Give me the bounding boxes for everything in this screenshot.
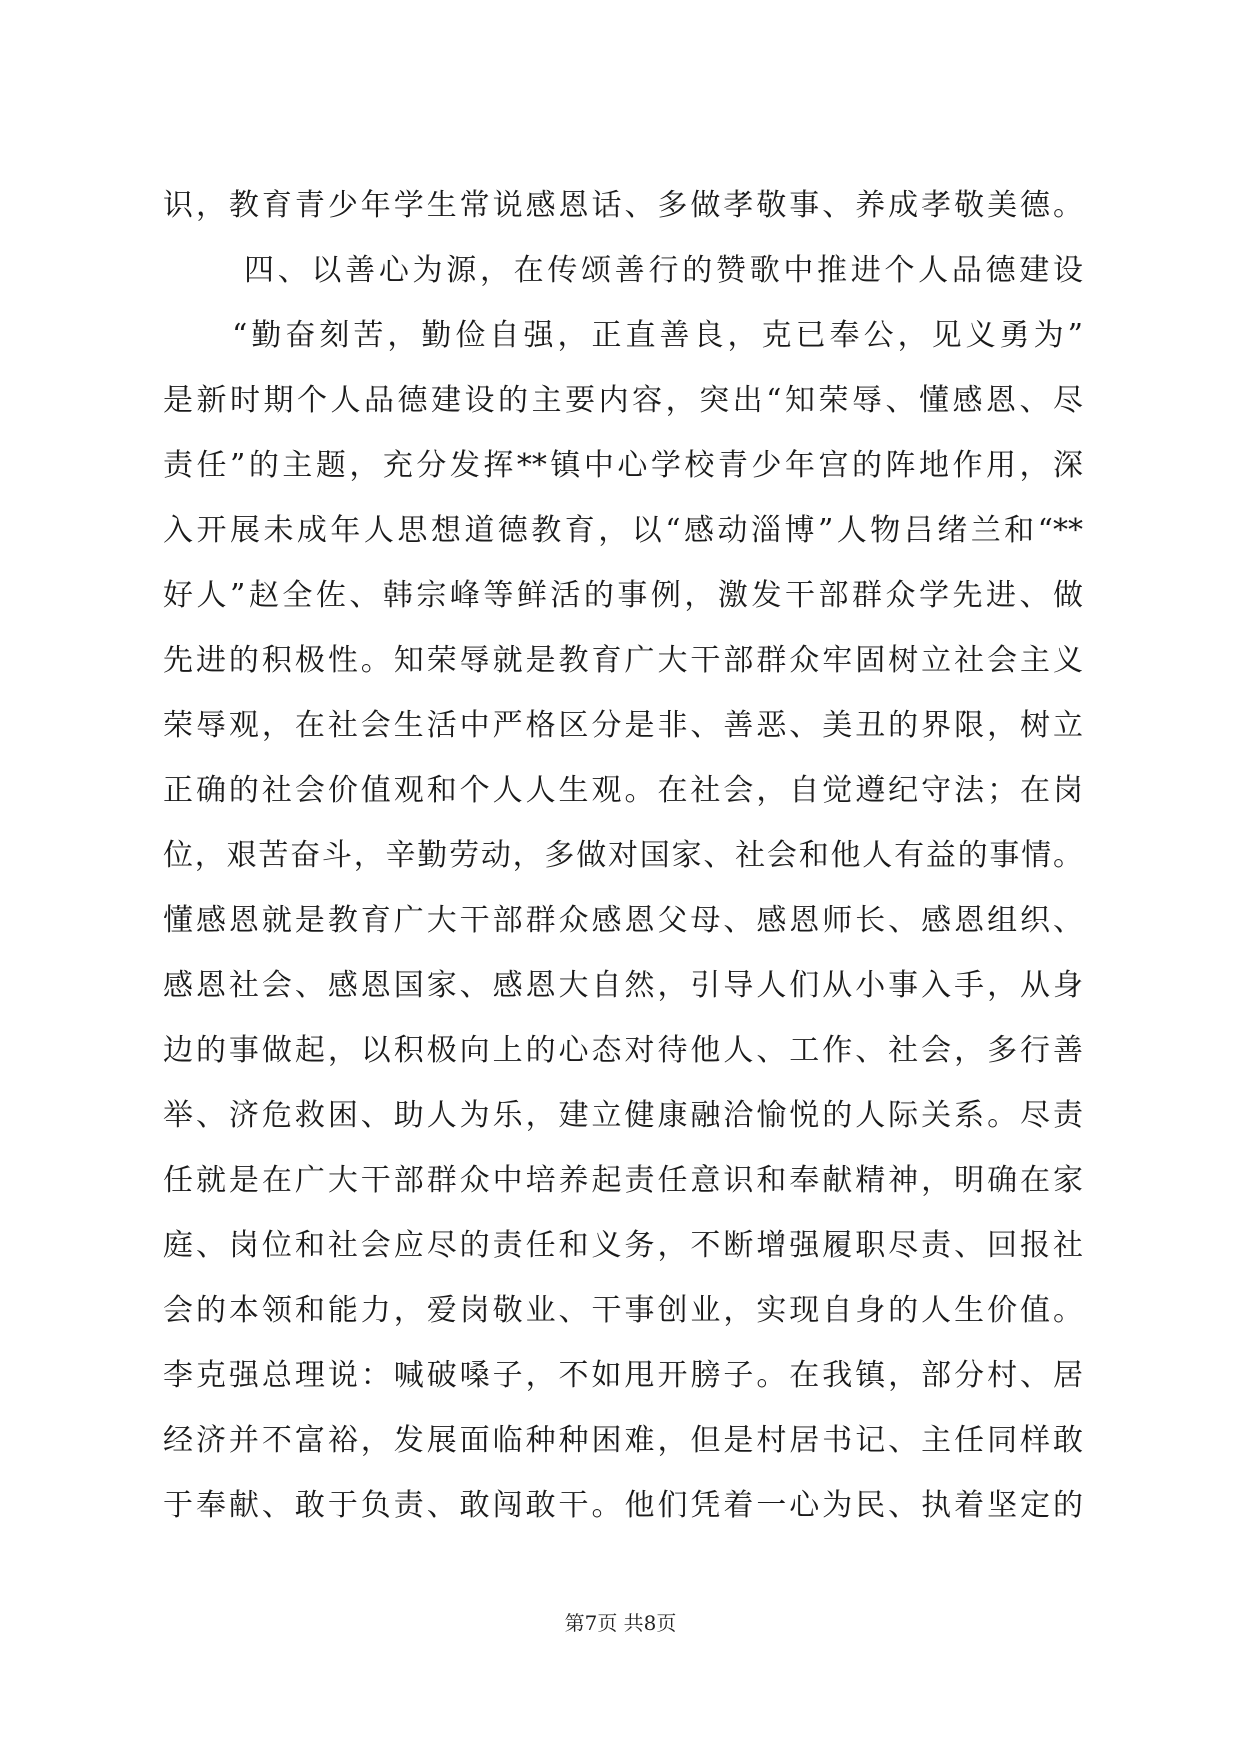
text-line-19: 李克强总理说：喊破嗓子，不如甩开膀子。在我镇，部分村、居 xyxy=(163,1358,1083,1393)
text-line-1: 识，教育青少年学生常说感恩话、多做孝敬事、养成孝敬美德。 xyxy=(163,188,1083,223)
text-line-4: 是新时期个人品德建设的主要内容，突出“知荣辱、懂感恩、尽 xyxy=(163,383,1083,418)
text-line-10: 正确的社会价值观和个人人生观。在社会，自觉遵纪守法；在岗 xyxy=(163,773,1083,808)
section-heading: 四、以善心为源，在传颂善行的赞歌中推进个人品德建设 xyxy=(244,253,1083,288)
text-line-11: 位，艰苦奋斗，辛勤劳动，多做对国家、社会和他人有益的事情。 xyxy=(163,838,1083,873)
text-line-14: 边的事做起，以积极向上的心态对待他人、工作、社会，多行善 xyxy=(163,1033,1083,1068)
text-line-18: 会的本领和能力，爱岗敬业、干事创业，实现自身的人生价值。 xyxy=(163,1293,1083,1328)
text-line-5: 责任”的主题，充分发挥**镇中心学校青少年宫的阵地作用，深 xyxy=(163,448,1083,483)
text-line-6: 入开展未成年人思想道德教育，以“感动淄博”人物吕绪兰和“** xyxy=(163,513,1083,548)
text-line-16: 任就是在广大干部群众中培养起责任意识和奉献精神，明确在家 xyxy=(163,1163,1083,1198)
text-line-3: “勤奋刻苦，勤俭自强，正直善良，克已奉公，见义勇为” xyxy=(232,318,1083,353)
text-line-20: 经济并不富裕，发展面临种种困难，但是村居书记、主任同样敢 xyxy=(163,1423,1083,1458)
text-line-9: 荣辱观，在社会生活中严格区分是非、善恶、美丑的界限，树立 xyxy=(163,708,1083,743)
text-line-8: 先进的积极性。知荣辱就是教育广大干部群众牢固树立社会主义 xyxy=(163,643,1083,678)
text-line-13: 感恩社会、感恩国家、感恩大自然，引导人们从小事入手，从身 xyxy=(163,968,1083,1003)
text-line-12: 懂感恩就是教育广大干部群众感恩父母、感恩师长、感恩组织、 xyxy=(163,903,1083,938)
page-number-footer: 第7页 共8页 xyxy=(564,1611,677,1635)
text-line-7: 好人”赵全佐、韩宗峰等鲜活的事例，激发干部群众学先进、做 xyxy=(163,578,1083,613)
text-line-21: 于奉献、敢于负责、敢闯敢干。他们凭着一心为民、执着坚定的 xyxy=(163,1488,1083,1523)
text-line-15: 举、济危救困、助人为乐，建立健康融洽愉悦的人际关系。尽责 xyxy=(163,1098,1083,1133)
text-line-17: 庭、岗位和社会应尽的责任和义务，不断增强履职尽责、回报社 xyxy=(163,1228,1083,1263)
